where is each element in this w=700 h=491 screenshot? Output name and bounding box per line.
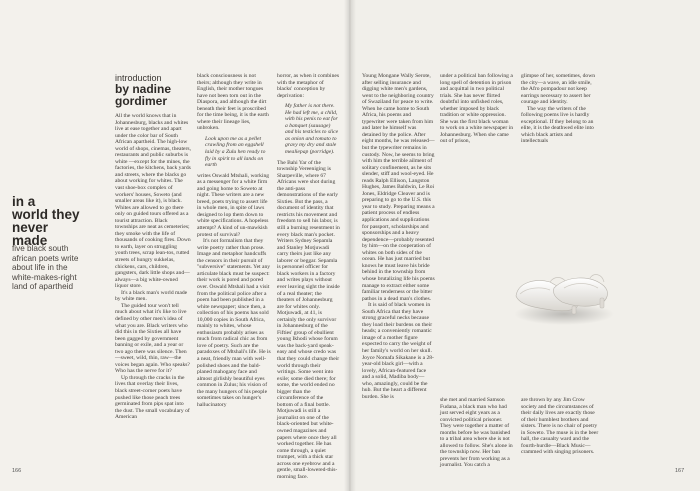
paragraph: horror, as when it combines with the metaphor of blacks' conception by deprivation: [277,73,340,99]
paragraph: It's not formalism that they write poetry rather than prose. Image and metaphor handcuffs the censors in their pursuit of "subversive" statements. Yet any articulate black must be suspect: their work is pored and pored over. Oswald Mtshali had a visit from the political police after a poem had been published in a white newspaper; since then, a collection of his poems has sold 10,000 copies in South Africa, mainly to whites, whose enthusiasm probably arises as much from radical chic as from love of poetry. Such are the paradoxes of Mtshali's life. He is a neat, friendly man with well-polished shoes and the bald-planed mahogany face and almost girlishly beautiful eyes common in Zulus; his vision of the many hungers of his people sometimes takes on hunger's hallucinatory [197,238,271,408]
deck-line: white-makes-right [12,272,77,282]
headline [12,195,108,247]
body-column-4 [362,73,435,468]
paragraph: The Bahi Yar of the township Vereeniging is Sharpeville, where 67 Africans were shot during the anti-pass demonstrations of the early Sixties. But the pass, a document of identity that restricts his movement and freedom to sell his labor, is still a burning resentment in every black man's pocket. Writers Sydney Sepamla and Stanley Motjuwadi carry theirs just like any laborer or beggar. Sepamla is personnel officer for black workers in a factory and writes plays without ever leaving sight the inside of a real theater; the theaters of Johannesburg are for whites only. Motjuwadi, at 41, is certainly the only survivor in Johannesburg of the Fifties' group of ebullient young Ikhodi whose forum was the back-yard speak-easy and whose credo was that they could change their world through their writings. Some went into exile; some died there; for some, the world ended no bigger than the circumference of the bottom of a final bottle. Motjuwadi is still a journalist on one of the black-oriented but white-owned magazines and papers where once they all worked together. He has come through, a quiet trumpet, with a thick star across one eyebrow and a gentle, small-lowered-this-morning face. [277,159,340,480]
headline-line: made [12,233,48,248]
headline-line: world they [12,207,80,222]
deck-line: five black south [12,244,69,253]
paragraph: Young Mongane Wally Serote, after selling insurance and digging white men's gardens, went to the neighboring country of Swaziland for peace to write. When he came home to South Africa, his poems and typewriter were taken from him and later he himself was detained by the police. After eight months, he was released—but the typewriter remains in custody. Now, he seems to bring with him the terrible ailment of solitary confinement, as he sits slender, stiff and wool-eyed. He reads Ralph Ellison, Langston Hughes, James Baldwin, Le Roi Jones, Eldridge Cleaver and is preparing to go to the U.S. this year to study. Preparing means a patient process of endless applications and supplications for passport, scholarships and sponsorships and a heavy dependence—probably resented by him—on the cooperation of whites on both sides of the ocean. He has just married but knows he must leave his bride behind in the township from whose brutalizing life his poems manage to extract either some familiar tenderness or the bitter pathos in a dead man's clothes. [362,73,435,302]
paragraph: under a political ban following a long spell of detention in prison and acquittal in two political trials. She has never flirted doubtful into unfished roles, whether imposed by black tradition or white oppression. She was the first black woman to work on a white newspaper in Johannesburg. When she came out of prison, [440,73,514,145]
deck-line: african poets write [12,253,79,263]
white-shoes-photo [506,248,616,334]
paragraph: writes Oswald Mtshali, working as a messenger for a white firm and going home to Soweto at night. These writers are a new breed, poets trying to assert life in whole men, in spite of laws designed to lop them down to white specifications. A hopeless attempt? A kind of un-mawkish protest of survival? [197,172,270,238]
body-column-5-bottom [440,397,514,468]
paragraph: are thrown by any Jim Crow society and the circumstances of their daily lives are exactly those of their humblest brothers and sisters. There is no chair of poetry in Soweto. The muse is in the beer hall, the casualty ward and the fourth-hurdle—Black Music—crammed with singing prisoners. [521,397,599,456]
poem-excerpt: Look upon me as a pellet crawling from an eggshell laid by a Zulu hen ready to fly in spirit to all lands on earth [205,135,266,169]
body-column-6-bottom [521,397,599,468]
folio-left: 166 [12,468,22,474]
deck-subtitle [12,244,110,292]
byline [115,84,171,107]
paragraph: It is said of black women in South Africa that they have strong graceful necks because they load their burdens on their heads; a conveniently romantic image of a mother figure expected to carry the weight of her family's world on her skull. Joyce Nomafa Sikakane is a 28-year-old black girl—with a lovely, African-featured face and a solid, Madiba body—who, amazingly, could be the hub. But the heart a different burden. She is [362,302,434,400]
paragraph: The guided tour won't tell much about what it's like to live defined by other men's idea of what you are. Black writers who did this in the Sixties all have been gagged by government banning or exile, and a year or two ago there was silence. Then—sweet, wild, thin, raw—the voices began again. Who speaks? Who has the nerve for it? [115,302,190,375]
body-column-2 [197,73,271,468]
byline-line: by nadine [115,82,172,96]
deck-line: about life in the [12,263,68,273]
folio-right: 167 [675,468,685,474]
byline-line: gordimer [115,93,168,108]
paragraph: she met and married Samson Fudana, a black man who had just served eight years as a convicted political prisoner. They were together a matter of months before he was banished to a tribal area where she is not allowed to follow. She's alone in the township now. Her ban prevents her from working as a journalist. You catch a [440,397,513,469]
body-column-1 [115,113,191,468]
body-column-6-top [521,73,599,159]
paragraph: Up through the cracks in the lives that overlay their lives, black street-corner poets have pushed like those peach trees germinated from pips spat into the dust. The small vocabulary of American [115,374,190,421]
paragraph: The way the writers of the following poems live is hardly exceptional. If they belong to an elite, it is the deathwed elite into which black artists and intellectuals [521,105,594,145]
headline-line: never [12,220,49,235]
deck-line: land of apartheid [12,282,73,292]
body-column-3 [277,73,340,480]
paragraph: It's a black man's world made by white men. [115,289,188,303]
body-column-5-top [440,73,514,159]
paragraph: black consciousness is not theirs; although they write in English, their mother tongues have not been torn out in the Diaspora, and although the dirt beneath their feet is proscribed for the time being, it is the earth where their lineage lies, unbroken. [197,73,269,132]
page-gutter [344,0,356,491]
headline-line: in a [12,194,36,209]
poem-excerpt: My father is not there. He had left me, a child, with his penis to eat for a banquet (sausage) and his testicles to slice as onion and tomato to gravy my dry and stale mealiepap (porridge). [285,103,339,156]
paragraph: glimpse of her, sometimes, down the city—a wave, an idle smile, the Afro pompadour not keep earrings necessary to assert her courage and identity. [521,73,596,106]
paragraph: All the world knows that in Johannesburg, blacks and whites live at ease together and apart under the color bar of South African apartheid. The high-low world of shops, cinemas, theaters, restaurants and public suburbs is white —except for the mines, the factories, the kitchens, back yards and streets, where the blacks go about working for whites. The vast shoe-box complex of workers' houses, Soweto (and smaller areas like it), is black. Whites are allowed to go there only on guided tours offered as a tourist attraction. Black townships are neat as cemeteries; they smoke with the life of thousands of cooking fires. Down to earth, layer on struggling youth trees, scrap lean-tos, rutted streets of hungry sukkelas, chickens, cars, children, gangsters, dark little shops and—always—a big white-owned liquor store. [115,113,191,290]
section-label: introduction [115,73,162,83]
